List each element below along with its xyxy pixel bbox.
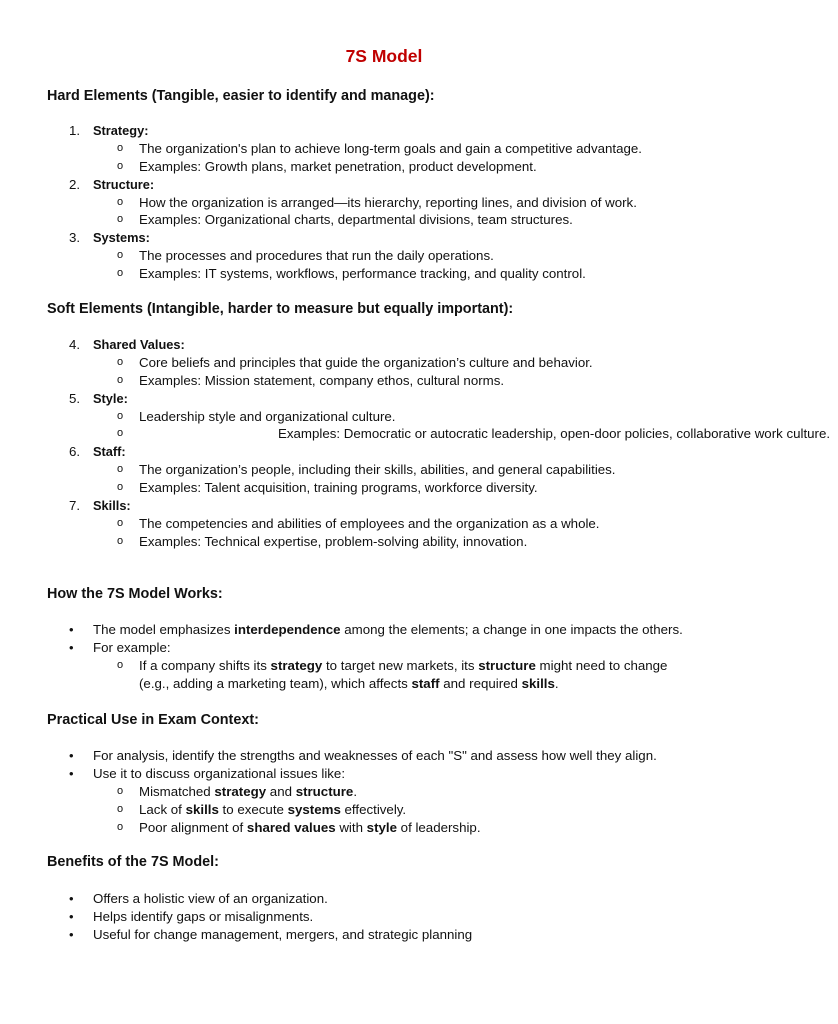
sub-item-text <box>139 675 724 693</box>
item-number: 4. <box>69 337 81 352</box>
bullet-item <box>0 926 768 944</box>
page-title: 7S Model <box>345 46 423 66</box>
sub-item-text: Examples: Talent acquisition, training programs, workforce diversity. <box>139 480 538 496</box>
bullet: • <box>69 891 74 906</box>
sub-item-text: The organization’s people, including their skills, abilities, and general capabilities. <box>139 462 616 478</box>
benefits-list <box>0 890 768 944</box>
sub-bullet: o <box>117 195 124 208</box>
sub-item-text <box>139 819 724 837</box>
sub-bullet: o <box>117 427 124 440</box>
bold-run: structure <box>478 657 536 673</box>
sub-item <box>0 461 768 479</box>
sub-bullet: o <box>117 820 124 833</box>
sub-item <box>0 479 768 497</box>
sub-bullet: o <box>117 784 124 797</box>
text-run: . <box>353 783 358 799</box>
text-run: and required <box>439 675 522 691</box>
sub-item <box>0 425 831 443</box>
sub-item-text: Examples: Organizational charts, departmental divisions, team structures. <box>139 212 573 228</box>
bullet-text: Use it to discuss organizational issues like: <box>93 765 346 781</box>
sub-item <box>0 783 768 801</box>
sub-bullet: o <box>117 141 124 154</box>
sub-item-text: Examples: IT systems, workflows, performance tracking, and quality control. <box>139 266 586 282</box>
bold-run: strategy <box>214 783 267 799</box>
sub-item-text: Examples: Mission statement, company ethos, cultural norms. <box>139 372 505 388</box>
sub-item-text: The competencies and abilities of employees and the organization as a whole. <box>139 515 600 531</box>
sub-item <box>0 354 768 372</box>
sub-item <box>0 657 768 675</box>
sub-item-text <box>139 657 724 675</box>
text-run: to target new markets, its <box>322 657 479 673</box>
sub-item <box>0 211 768 229</box>
bullet: • <box>69 622 74 637</box>
bullet-text: Offers a holistic view of an organization. <box>93 891 328 906</box>
sub-item-continuation <box>0 675 768 693</box>
text-run: Lack of <box>139 801 186 817</box>
bullet-item <box>0 908 768 926</box>
item-number: 5. <box>69 390 81 406</box>
text-run: Poor alignment of <box>139 819 247 835</box>
exam-context-heading: Practical Use in Exam Context: <box>47 712 259 728</box>
sub-bullet: o <box>117 213 124 226</box>
text-run: Mismatched <box>139 783 215 799</box>
bullet-item <box>0 765 768 783</box>
bullet: • <box>69 765 74 781</box>
sub-item-text: Examples: Growth plans, market penetration, product development. <box>139 158 537 174</box>
sub-item-text <box>139 801 724 819</box>
text-run: to execute <box>218 801 288 817</box>
bullet-text: Helps identify gaps or misalignments. <box>93 908 314 924</box>
item-label: Shared Values: <box>93 337 185 352</box>
item-number: 6. <box>69 444 81 460</box>
item-label: Style: <box>93 390 128 406</box>
sub-bullet: o <box>117 463 124 476</box>
bold-run: systems <box>287 801 341 817</box>
text-run: If a company shifts its <box>139 657 271 673</box>
text-run: might need to change <box>535 657 668 673</box>
list-item <box>0 176 768 194</box>
text-run: among the elements; a change in one impacts the others. <box>340 622 683 637</box>
sub-bullet: o <box>117 267 124 280</box>
sub-item <box>0 408 768 426</box>
list-item <box>0 122 768 140</box>
bullet: • <box>69 748 74 763</box>
bold-run: skills <box>185 801 219 817</box>
bullet-item <box>0 747 768 765</box>
bullet-text: Useful for change management, mergers, and strategic planning <box>93 926 473 942</box>
bullet-item <box>0 639 768 657</box>
sub-bullet: o <box>117 355 124 368</box>
item-label: Staff: <box>93 444 126 460</box>
bold-run: staff <box>411 675 440 691</box>
item-label: Systems: <box>93 230 150 246</box>
sub-item <box>0 372 768 390</box>
text-run: effectively. <box>340 801 407 817</box>
sub-bullet: o <box>117 802 124 815</box>
how-it-works-list <box>0 621 768 693</box>
sub-item-text: Core beliefs and principles that guide the organization’s culture and behavior. <box>139 354 593 370</box>
how-it-works-heading: How the 7S Model Works: <box>47 586 223 602</box>
bullet-item <box>0 890 768 908</box>
item-label: Skills: <box>93 498 131 514</box>
benefits-heading: Benefits of the 7S Model: <box>47 854 219 870</box>
sub-item <box>0 158 768 176</box>
list-item <box>0 336 768 354</box>
hard-elements-heading: Hard Elements (Tangible, easier to identify and manage): <box>47 88 435 104</box>
sub-item-text: How the organization is arranged—its hierarchy, reporting lines, and division of work. <box>139 194 637 210</box>
text-run: of leadership. <box>396 819 481 835</box>
bold-run: structure <box>295 783 354 799</box>
text-run: with <box>335 819 367 835</box>
text-run: The model emphasizes <box>93 622 235 637</box>
hard-elements-list <box>0 122 768 283</box>
sub-bullet: o <box>117 658 124 671</box>
bold-run: shared values <box>246 819 336 835</box>
sub-item <box>0 533 768 551</box>
bold-run: strategy <box>270 657 323 673</box>
sub-item-text: The processes and procedures that run the daily operations. <box>139 248 494 264</box>
soft-elements-heading: Soft Elements (Intangible, harder to measure but equally important): <box>47 301 514 317</box>
text-run: (e.g., adding a marketing team), which affects <box>139 675 412 691</box>
soft-elements-list <box>0 336 831 551</box>
sub-item <box>0 515 768 533</box>
text-run: . <box>554 675 559 691</box>
list-item <box>0 229 768 247</box>
sub-item <box>0 140 768 158</box>
bold-run: interdependence <box>234 622 341 637</box>
bold-run: style <box>366 819 397 835</box>
text-run: and <box>266 783 296 799</box>
sub-bullet: o <box>117 481 124 494</box>
bullet: • <box>69 908 74 924</box>
sub-item-text: Leadership style and organizational culture. <box>139 408 396 424</box>
bullet: • <box>69 926 74 942</box>
list-item <box>0 497 768 515</box>
item-number: 3. <box>69 230 81 246</box>
sub-item <box>0 247 768 265</box>
item-number: 1. <box>69 123 81 138</box>
item-number: 2. <box>69 176 81 192</box>
sub-item <box>0 265 768 283</box>
bullet-text: For analysis, identify the strengths and weaknesses of each "S" and assess how well they align. <box>93 748 657 763</box>
item-number: 7. <box>69 498 81 514</box>
sub-item-text: The organization's plan to achieve long-term goals and gain a competitive advantage. <box>139 140 642 156</box>
bullet-text: For example: <box>93 639 171 655</box>
sub-bullet: o <box>117 516 124 529</box>
sub-item-text: Examples: Technical expertise, problem-solving ability, innovation. <box>139 533 528 549</box>
sub-bullet: o <box>117 249 124 262</box>
exam-context-list <box>0 747 768 836</box>
bullet-item <box>0 621 768 639</box>
list-item <box>0 390 768 408</box>
sub-item-text <box>139 783 724 801</box>
bullet: • <box>69 639 74 655</box>
sub-bullet: o <box>117 159 124 172</box>
sub-item <box>0 194 768 212</box>
sub-item <box>0 801 768 819</box>
item-label: Strategy: <box>93 123 149 138</box>
list-item <box>0 443 768 461</box>
sub-item <box>0 819 768 837</box>
bold-run: skills <box>521 675 555 691</box>
sub-bullet: o <box>117 409 124 422</box>
sub-item-text: Examples: Democratic or autocratic leadership, open-door policies, collaborative work culture. <box>278 426 831 442</box>
bullet-text <box>93 621 683 639</box>
item-label: Structure: <box>93 176 155 192</box>
sub-bullet: o <box>117 373 124 386</box>
sub-bullet: o <box>117 534 124 547</box>
